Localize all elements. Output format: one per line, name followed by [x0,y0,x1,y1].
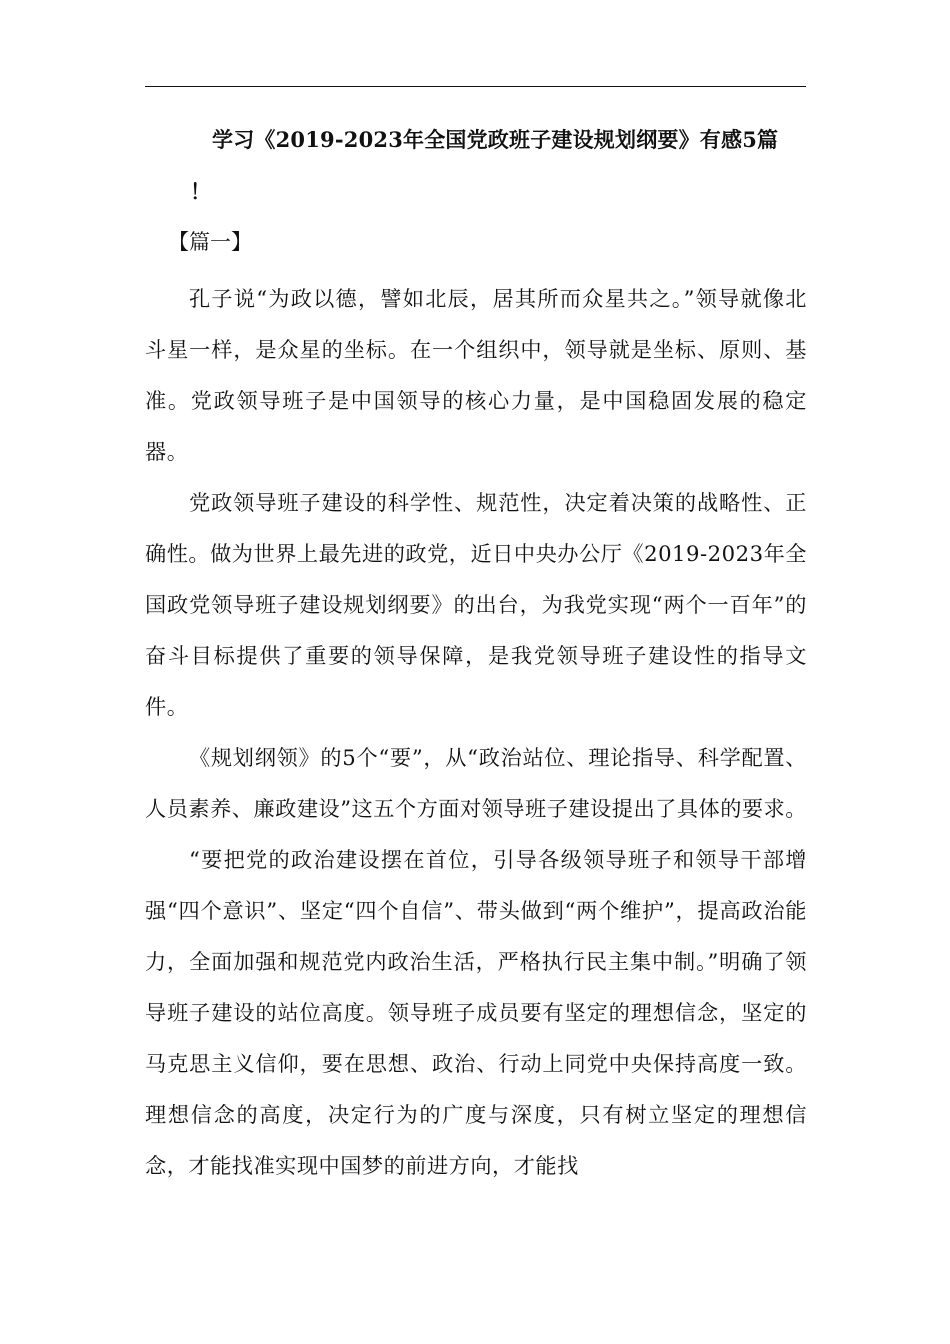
paragraph-4: “要把党的政治建设摆在首位，引导各级领导班子和领导干部增强“四个意识”、坚定“四个自信”、带头做到“两个维护”，提高政治能力，全面加强和规范党内政治生活，严格执行民主集中制。”明确了领导班子建设的站位高度。领导班子成员要有坚定的理想信念，坚定的马克思主义信仰，要在思想、政治、行动上同党中央保持高度一致。理想信念的高度，决定行为的广度与深度，只有树立坚定的理想信念，才能找准实现中国梦的前进方向，才能找 [145,847,807,1178]
document-title-continuation: ！ [190,179,211,204]
paragraph-1: 孔子说“为政以德，譬如北辰，居其所而众星共之。”领导就像北斗星一样，是众星的坐标。在一个组织中，领导就是坐标、原则、基准。党政领导班子是中国领导的核心力量，是中国稳固发展的稳定器。 [145,286,807,464]
section-heading: 【篇一】 [168,230,252,254]
document-title: 学习《2019-2023年全国党政班子建设规划纲要》有感5篇 [212,127,779,152]
header-rule [145,86,806,87]
paragraph-3: 《规划纲领》的5个“要”，从“政治站位、理论指导、科学配置、人员素养、廉政建设”这五个方面对领导班子建设提出了具体的要求。 [145,745,807,821]
body-text [145,273,807,1191]
paragraph-2: 党政领导班子建设的科学性、规范性，决定着决策的战略性、正确性。做为世界上最先进的政党，近日中央办公厅《2019-2023年全国政党领导班子建设规划纲要》的出台，为我党实现“两个一百年”的奋斗目标提供了重要的领导保障，是我党领导班子建设性的指导文件。 [145,490,807,719]
